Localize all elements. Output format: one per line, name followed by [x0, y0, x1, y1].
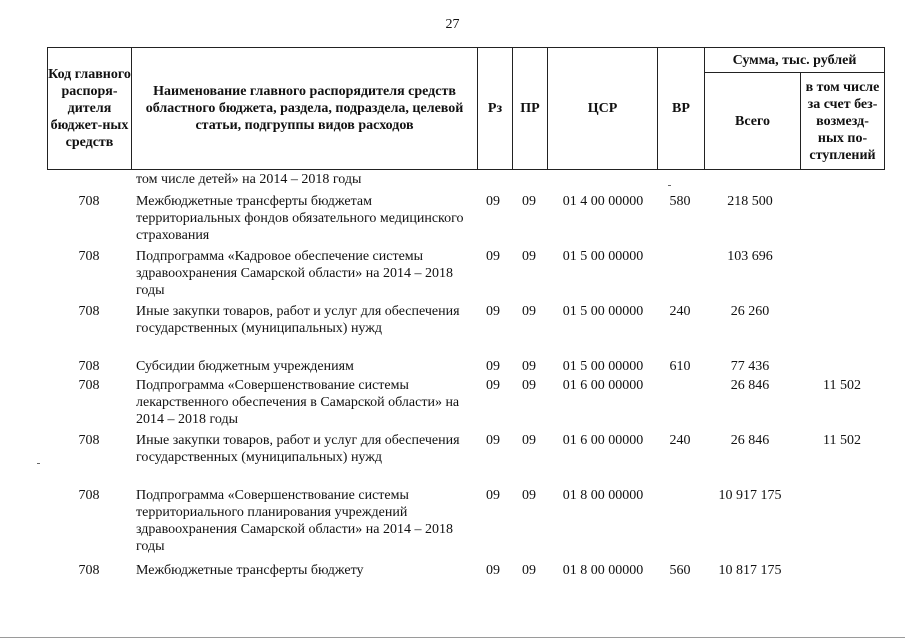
- header-total: Всего: [735, 113, 770, 129]
- cell-free: 11 502: [823, 378, 861, 393]
- cell-total: 26 846: [730, 433, 770, 448]
- cell-rz: 09: [486, 249, 500, 264]
- cell-name: Подпрограмма «Кадровое обеспечение системы здравоохранения Самарской области» на 2014 – 2018 годы: [136, 249, 453, 298]
- cell-total: 218 500: [727, 194, 773, 209]
- cell-rz: 09: [486, 488, 500, 503]
- cell-vr: 240: [669, 433, 691, 448]
- cell-pr: 09: [522, 249, 536, 264]
- cell-code: 708: [78, 378, 100, 393]
- cell-name: Межбюджетные трансферты бюджетам территориальных фондов обязательного медицинского страхования: [136, 194, 464, 243]
- cell-total: 10 917 175: [718, 488, 782, 503]
- cell-rz: 09: [486, 378, 500, 393]
- cell-code: 708: [78, 359, 100, 374]
- cell-name: Иные закупки товаров, работ и услуг для обеспечения государственных (муниципальных) нужд: [136, 433, 460, 465]
- cell-vr: 560: [669, 563, 691, 578]
- scan-artifact: [37, 463, 40, 464]
- cell-pr: 09: [522, 433, 536, 448]
- cell-total: 10 817 175: [718, 563, 782, 578]
- header-rz: Рз: [487, 101, 503, 116]
- cell-total: 26 846: [730, 378, 770, 393]
- cell-pr: 09: [522, 563, 536, 578]
- cell-rz: 09: [486, 563, 500, 578]
- cell-pr: 09: [522, 304, 536, 319]
- continuation-text: том числе детей» на 2014 – 2018 годы: [136, 172, 362, 187]
- cell-code: 708: [78, 304, 100, 319]
- cell-rz: 09: [486, 359, 500, 374]
- cell-name: Подпрограмма «Совершенствование системы лекарственного обеспечения в Самарской области» на 2014 – 2018 годы: [136, 378, 460, 427]
- cell-csr: 01 5 00 00000: [562, 359, 644, 374]
- header-free: в том числе за счет без-возмезд-ных по-ступлений: [805, 79, 880, 163]
- header-name: Наименование главного распорядителя средств областного бюджета, раздела, подраздела, целевой статьи, подгруппы видов расходов: [145, 84, 464, 133]
- cell-pr: 09: [522, 378, 536, 393]
- cell-code: 708: [78, 249, 100, 264]
- cell-vr: 240: [669, 304, 691, 319]
- cell-free: 11 502: [823, 433, 861, 448]
- cell-total: 77 436: [730, 359, 770, 374]
- cell-rz: 09: [486, 304, 500, 319]
- cell-name: Подпрограмма «Совершенствование системы территориального планирования учреждений здравоохранения Самарской области» на 2014 – 2018 годы: [136, 488, 453, 554]
- cell-code: 708: [78, 563, 100, 578]
- header-pr: ПР: [520, 101, 540, 116]
- cell-vr: 580: [669, 194, 691, 209]
- table-header: [47, 47, 885, 170]
- cell-rz: 09: [486, 194, 500, 209]
- header-code: Код главного распоря-дителя бюджет-ных средств: [48, 67, 131, 150]
- cell-rz: 09: [486, 433, 500, 448]
- cell-pr: 09: [522, 194, 536, 209]
- cell-vr: 610: [669, 359, 691, 374]
- cell-csr: 01 5 00 00000: [562, 304, 644, 319]
- header-vr: ВР: [672, 101, 690, 116]
- cell-pr: 09: [522, 488, 536, 503]
- cell-csr: 01 8 00 00000: [562, 488, 644, 503]
- cell-code: 708: [78, 488, 100, 503]
- cell-code: 708: [78, 194, 100, 209]
- header-csr: ЦСР: [587, 101, 618, 116]
- cell-total: 26 260: [730, 304, 770, 319]
- cell-total: 103 696: [727, 249, 773, 264]
- page-number: 27: [445, 17, 460, 32]
- cell-pr: 09: [522, 359, 536, 374]
- cell-csr: 01 6 00 00000: [562, 433, 644, 448]
- cell-code: 708: [78, 433, 100, 448]
- cell-csr: 01 5 00 00000: [562, 249, 644, 264]
- cell-csr: 01 4 00 00000: [562, 194, 644, 209]
- scan-artifact: [668, 185, 671, 186]
- cell-name: Межбюджетные трансферты бюджету: [136, 563, 364, 578]
- cell-csr: 01 6 00 00000: [562, 378, 644, 393]
- scan-edge: [0, 637, 905, 638]
- cell-name: Субсидии бюджетным учреждениям: [136, 359, 354, 374]
- cell-name: Иные закупки товаров, работ и услуг для обеспечения государственных (муниципальных) нужд: [136, 304, 460, 336]
- header-sum: Сумма, тыс. рублей: [732, 52, 857, 68]
- cell-csr: 01 8 00 00000: [562, 563, 644, 578]
